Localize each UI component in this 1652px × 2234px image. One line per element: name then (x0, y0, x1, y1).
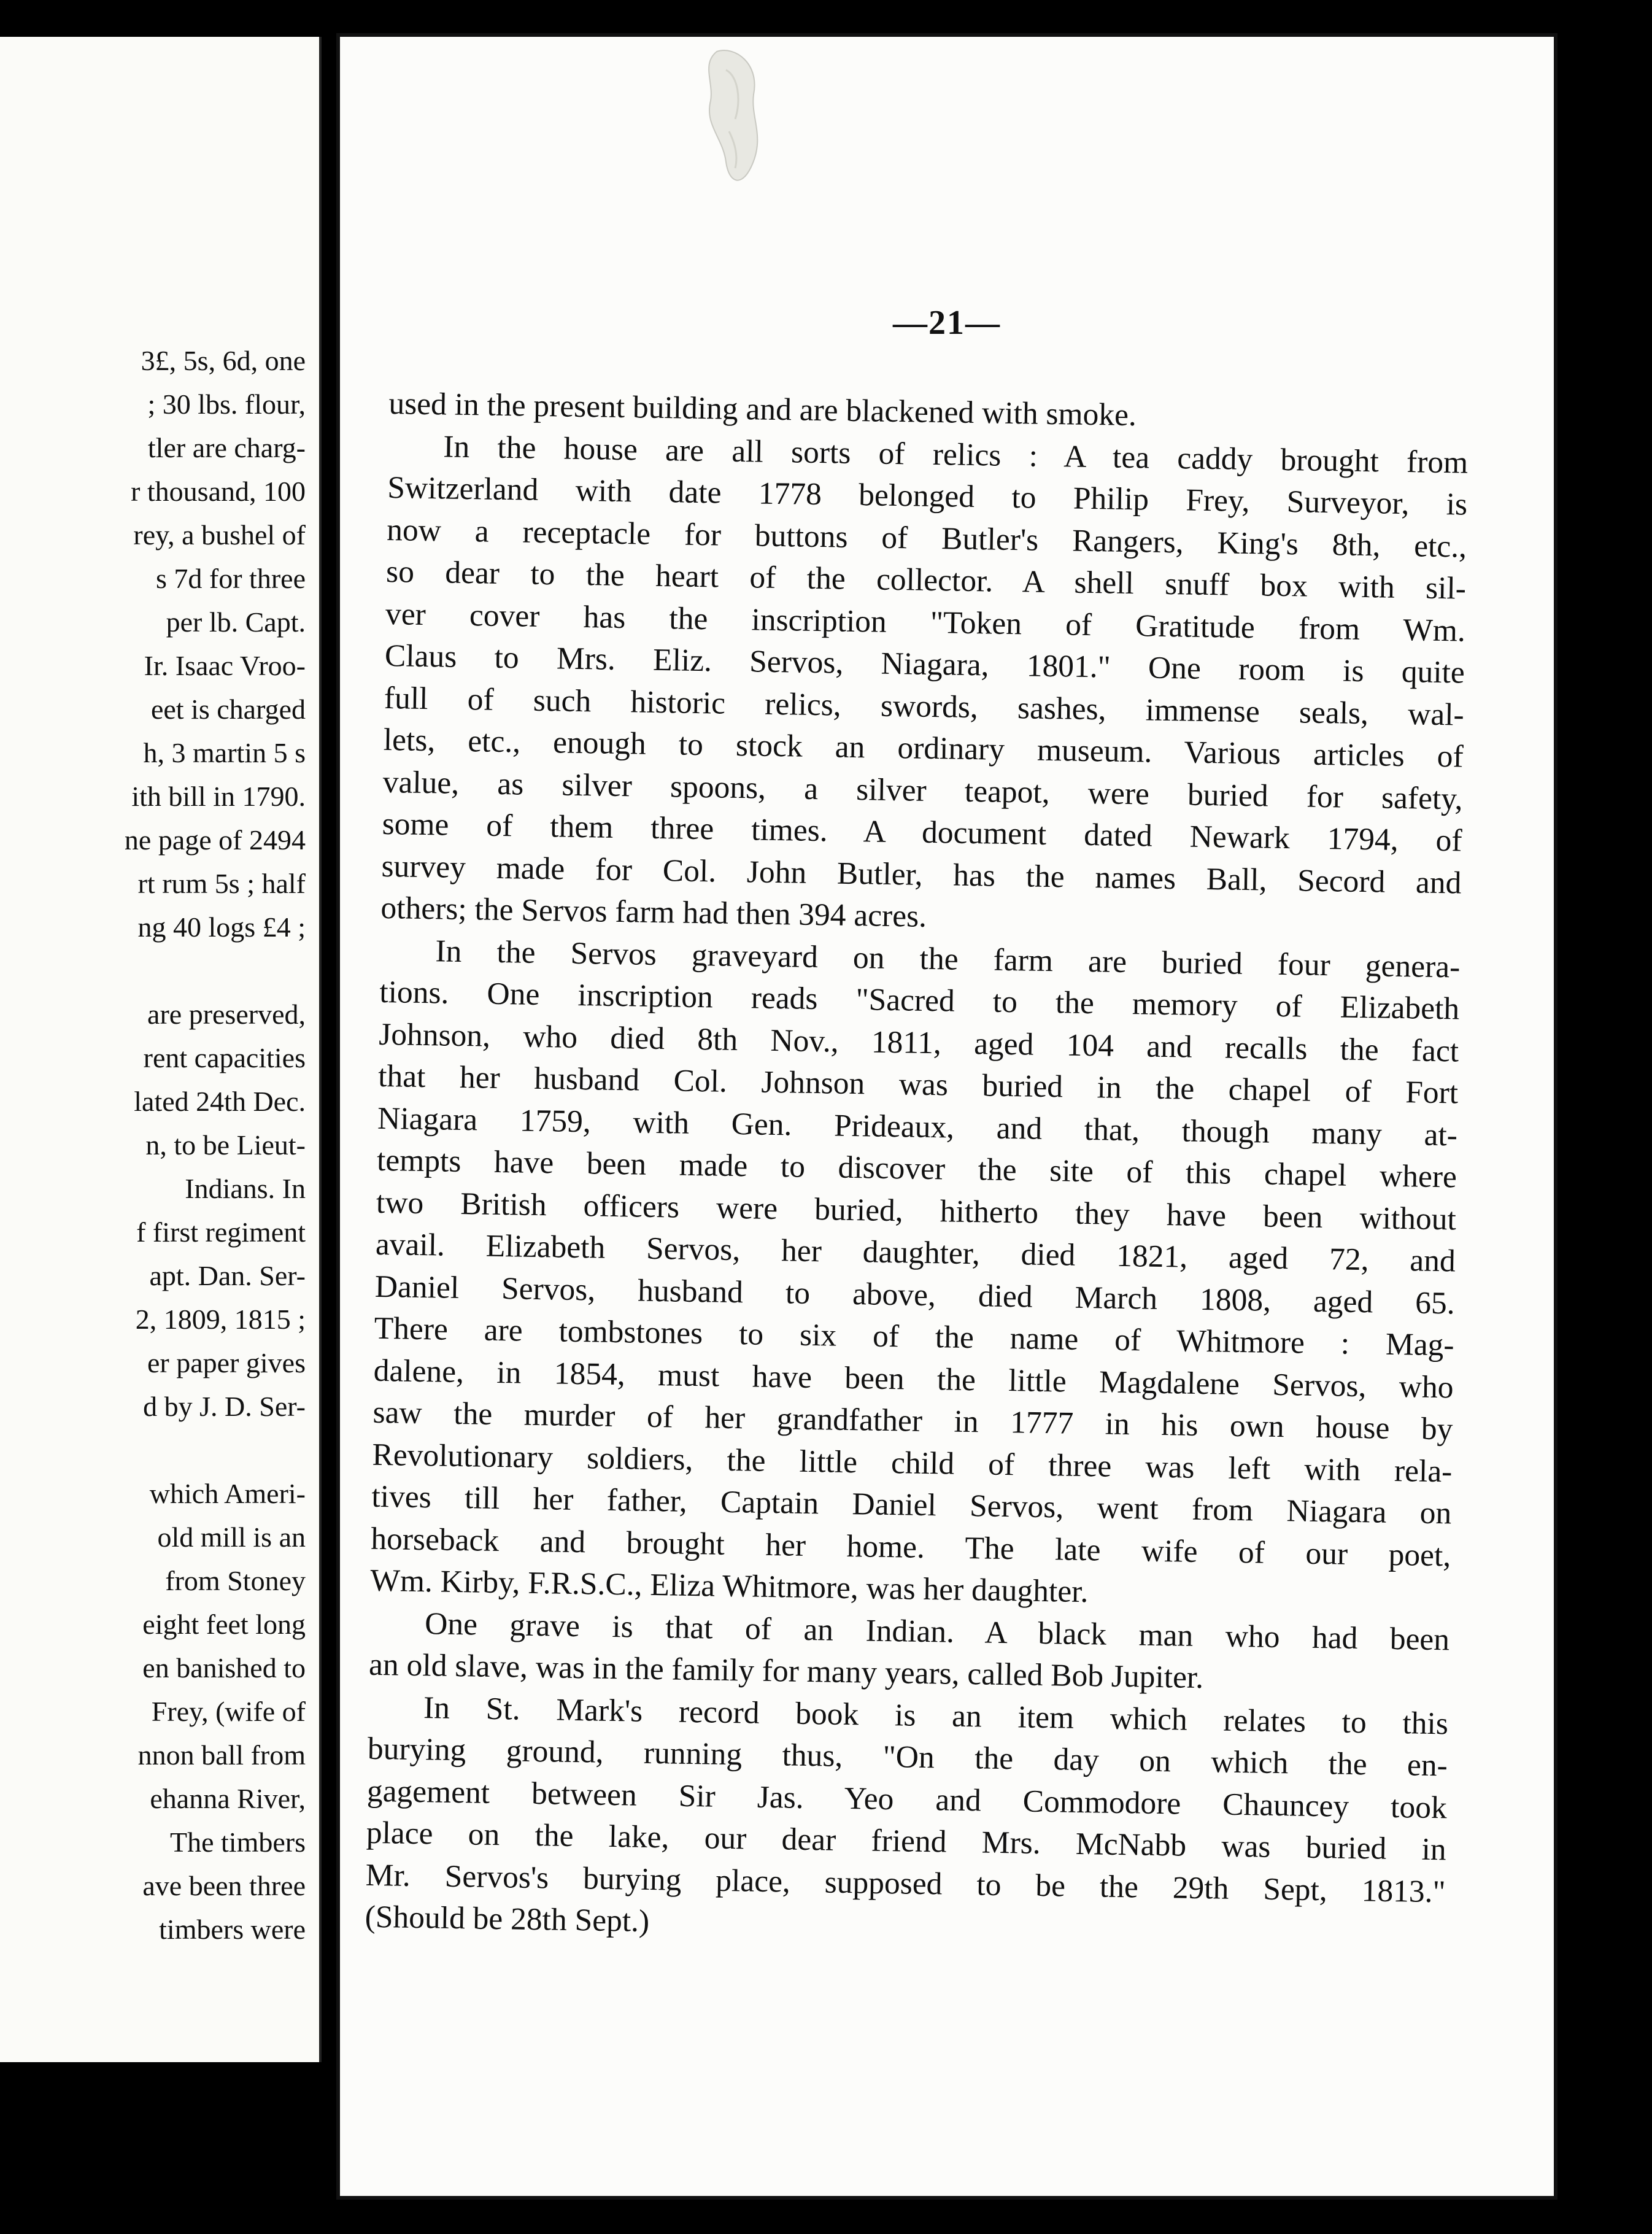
text-line: used in the present building and are blackened with smoke. (388, 385, 1137, 433)
text-line: some of them three times. A document dated Newark 1794, of (382, 806, 1462, 859)
text-line: Daniel Servos, husband to above, died March 1808, aged 65. (374, 1269, 1456, 1321)
left-page-line: en banished to (142, 1652, 306, 1683)
text-line: Johnson, who died 8th Nov., 1811, aged 104 and recalls the fact (378, 1016, 1459, 1069)
text-line: that her husband Col. Johnson was buried in the chapel of Fort (377, 1058, 1459, 1111)
left-page-line: d by J. D. Ser- (143, 1391, 306, 1422)
text-line: (Should be 28th Sept.) (365, 1899, 650, 1939)
left-page-line: lated 24th Dec. (134, 1086, 306, 1117)
left-page-line: ehanna River, (150, 1783, 306, 1814)
left-page-line: ave been three (142, 1870, 306, 1901)
left-page-line: eight feet long (142, 1609, 306, 1640)
left-page-line: Frey, (wife of (151, 1696, 306, 1727)
text-line: place on the lake, our dear friend Mrs. McNabb was buried in (366, 1815, 1447, 1868)
left-page-line: nnon ball from (137, 1739, 306, 1771)
text-line: saw the murder of her grandfather in 1777 in his own house by (372, 1394, 1453, 1447)
text-line: burying ground, running thus, "On the day on which the en- (367, 1731, 1448, 1784)
text-line: Switzerland with date 1778 belonged to Philip Frey, Surveyor, is (387, 470, 1468, 522)
text-line: lets, etc., enough to stock an ordinary museum. Various articles of (383, 722, 1464, 775)
left-page-line: apt. Dan. Ser- (149, 1260, 306, 1291)
left-page-line: ith bill in 1790. (131, 781, 306, 812)
left-page-line: n, to be Lieut- (145, 1129, 306, 1161)
text-line: In St. Mark's record book is an item which relates to this (423, 1690, 1449, 1741)
left-page-line: rt rum 5s ; half (137, 868, 306, 899)
text-line: tempts have been made to discover the site of this chapel where (376, 1142, 1457, 1195)
text-line: gagement between Sir Jas. Yeo and Commodore Chauncey took (366, 1773, 1448, 1825)
text-line: Mr. Servos's burying place, supposed to be the 29th Sept, 1813." (365, 1857, 1446, 1909)
left-page-line: ng 40 logs £4 ; (137, 911, 306, 943)
text-line: dalene, in 1854, must have been the little Magdalene Servos, who (373, 1353, 1454, 1405)
left-page-line: ne page of 2494 (124, 824, 306, 856)
text-line: tions. One inscription reads "Sacred to the memory of Elizabeth (379, 974, 1460, 1027)
current-page (336, 33, 1557, 2200)
left-page-line: f first regiment (136, 1216, 306, 1248)
left-page-line: Ir. Isaac Vroo- (144, 650, 306, 681)
left-page-line: are preserved, (147, 999, 306, 1030)
left-page-line: rent capacities (143, 1042, 306, 1073)
text-line: so dear to the heart of the collector. A shell snuff box with sil- (385, 554, 1467, 606)
left-page-line: r thousand, 100 (131, 476, 306, 507)
left-page-line: The timbers (170, 1826, 306, 1858)
left-page-line: h, 3 martin 5 s (143, 737, 306, 768)
paper-stain (692, 45, 772, 193)
text-line: value, as silver spoons, a silver teapot, were buried for safety, (382, 764, 1464, 817)
text-line: Niagara 1759, with Gen. Prideaux, and that, though many at- (377, 1100, 1458, 1153)
text-line: In the Servos graveyard on the farm are buried four genera- (435, 933, 1461, 985)
text-line: One grave is that of an Indian. A black man who had been (424, 1606, 1450, 1657)
left-page-line: ; 30 lbs. flour, (147, 388, 306, 420)
text-line: Wm. Kirby, F.R.S.C., Eliza Whitmore, was her daughter. (369, 1563, 1089, 1610)
left-page-line: timbers were (159, 1914, 306, 1945)
text-line: ver cover has the inscription "Token of Gratitude from Wm. (385, 596, 1466, 649)
text-line: others; the Servos farm had then 394 acres. (380, 890, 927, 934)
left-page-line: er paper gives (147, 1347, 306, 1378)
text-line: an old slave, was in the family for many years, called Bob Jupiter. (368, 1647, 1204, 1696)
left-page-line: old mill is an (157, 1521, 306, 1553)
text-line: horseback and brought her home. The late wife of our poet, (370, 1521, 1451, 1573)
text-line: now a receptacle for buttons of Butler's Rangers, King's 8th, etc., (386, 512, 1467, 565)
body-text (365, 383, 1469, 1955)
text-line: full of such historic relics, swords, sashes, immense seals, wal- (384, 680, 1465, 733)
left-page-line: 2, 1809, 1815 ; (135, 1304, 306, 1335)
page-number: —21— (893, 304, 1001, 342)
left-page-line: which Ameri- (149, 1478, 306, 1509)
left-page-line: tler are charg- (147, 432, 306, 463)
left-page-line: Indians. In (185, 1173, 306, 1204)
left-page-line: rey, a bushel of (133, 519, 306, 551)
text-line: Claus to Mrs. Eliz. Servos, Niagara, 1801." One room is quite (384, 638, 1465, 690)
text-line: tives till her father, Captain Daniel Servos, went from Niagara on (371, 1478, 1452, 1531)
left-page-line: 3£, 5s, 6d, one (141, 345, 306, 376)
text-line: two British officers were buried, hitherto they have been without (376, 1185, 1457, 1237)
text-line: survey made for Col. John Butler, has the names Ball, Secord and (381, 848, 1462, 901)
text-line: In the house are all sorts of relics : A tea caddy brought from (442, 428, 1469, 481)
left-page-line: from Stoney (165, 1565, 306, 1596)
previous-page-fragment (0, 37, 322, 2062)
left-page-line: per lb. Capt. (166, 606, 306, 638)
left-page-line: eet is charged (150, 694, 306, 725)
text-line: avail. Elizabeth Servos, her daughter, died 1821, aged 72, and (375, 1226, 1456, 1279)
left-page-line: s 7d for three (156, 563, 306, 594)
text-line: There are tombstones to six of the name of Whitmore : Mag- (374, 1310, 1455, 1363)
text-line: Revolutionary soldiers, the little child of three was left with rela- (372, 1437, 1453, 1489)
